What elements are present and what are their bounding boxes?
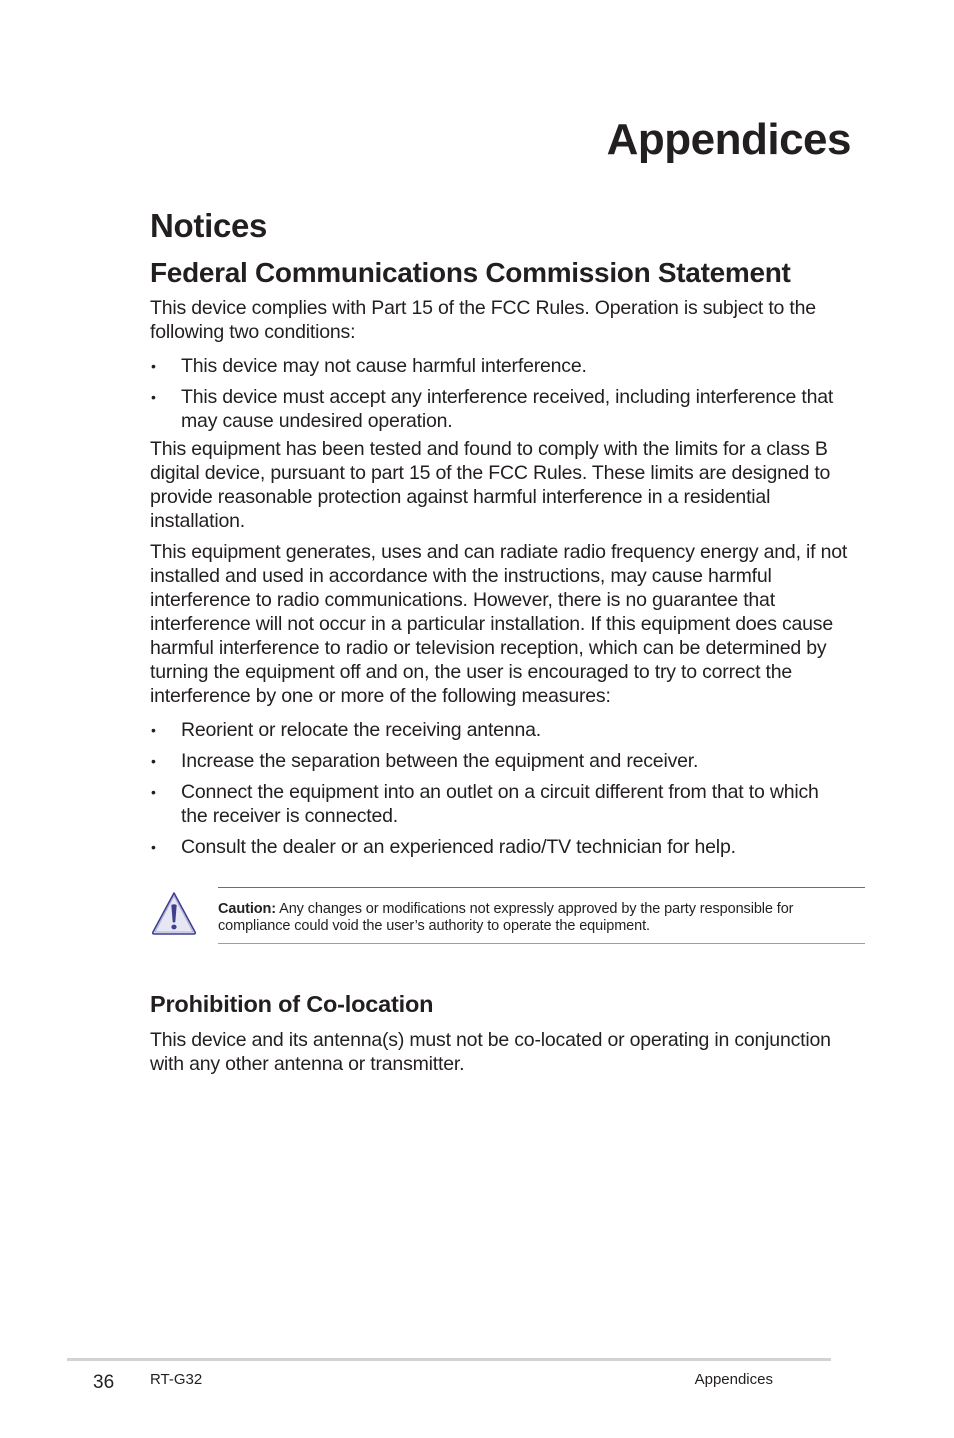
condition-text: This device may not cause harmful interference. xyxy=(181,355,587,377)
list-item xyxy=(150,385,850,433)
list-item xyxy=(150,354,850,378)
bullet-icon: • xyxy=(151,753,156,769)
bullet-icon: • xyxy=(151,784,156,800)
colocation-text: This device and its antenna(s) must not be co-located or operating in conjunction with any other antenna or transmitter. xyxy=(150,1029,831,1075)
fcc-intro: This device complies with Part 15 of the FCC Rules. Operation is subject to the following two conditions: xyxy=(150,297,816,343)
caution-note xyxy=(150,887,865,947)
bullet-icon: • xyxy=(151,839,156,855)
footer-section: Appendices xyxy=(694,1371,773,1388)
fcc-paragraph-1: This equipment has been tested and found to comply with the limits for a class B digital device, pursuant to part 15 of the FCC Rules. These limits are designed to provide reasonable protection against harmful interference in a residential installation. xyxy=(150,438,831,532)
page-number: 36 xyxy=(93,1372,115,1393)
list-item xyxy=(150,749,850,773)
chapter-title: Appendices xyxy=(606,115,851,164)
condition-text: This device must accept any interference received, including interference that may cause undesired operation. xyxy=(181,386,834,432)
measure-text: Consult the dealer or an experienced radio/TV technician for help. xyxy=(181,836,736,858)
section-title: Notices xyxy=(150,207,268,244)
list-item xyxy=(150,718,850,742)
measure-text: Reorient or relocate the receiving antenna. xyxy=(181,719,541,741)
fcc-heading: Federal Communications Commission Statement xyxy=(150,257,791,288)
list-item xyxy=(150,835,850,859)
bullet-icon: • xyxy=(151,358,156,374)
warning-triangle-icon xyxy=(150,890,198,936)
caution-box xyxy=(218,887,865,944)
footer-divider xyxy=(67,1358,831,1361)
measure-text: Connect the equipment into an outlet on a circuit different from that to which the receiver is connected. xyxy=(181,781,819,827)
measure-text: Increase the separation between the equipment and receiver. xyxy=(181,750,699,772)
colocation-heading: Prohibition of Co-location xyxy=(150,991,434,1017)
bullet-icon: • xyxy=(151,722,156,738)
list-item xyxy=(150,780,850,828)
footer-model: RT-G32 xyxy=(150,1371,203,1388)
fcc-paragraph-2: This equipment generates, uses and can radiate radio frequency energy and, if not installed and used in accordance with the instructions, may cause harmful interference to radio communications. However, there is no guarantee that interference will not occur in a particular installation. If this equipment does cause harmful interference to radio or television reception, which can be determined by turning the equipment off and on, the user is encouraged to try to correct the interference by one or more of the following measures: xyxy=(150,541,848,707)
caution-label: Caution: xyxy=(218,901,276,917)
bullet-icon: • xyxy=(151,389,156,405)
caution-text: Any changes or modifications not expressly approved by the party responsible for compliance could void the user’s authority to operate the equipment. xyxy=(218,901,794,934)
